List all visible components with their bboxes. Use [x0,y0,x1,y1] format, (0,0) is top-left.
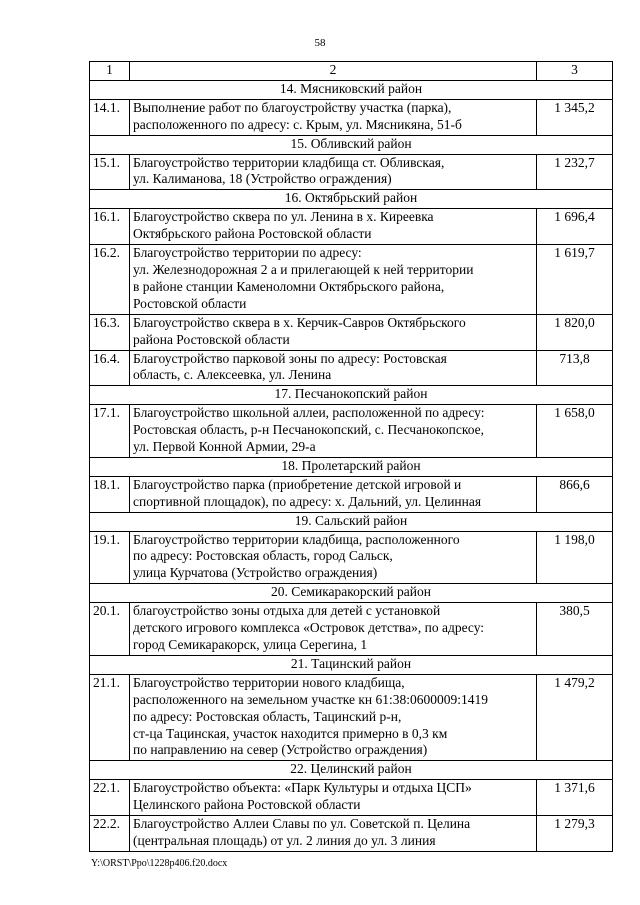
district-header-row [90,584,613,603]
district-title: 22. Целинский район [90,761,613,780]
table-row [90,314,613,350]
item-amount: 1 279,3 [537,816,613,852]
item-description [130,816,537,852]
item-amount: 1 619,7 [537,245,613,315]
description-line: ст-ца Тацинская, участок находится примерно в 0,3 км [133,725,448,741]
item-number: 19.1. [90,531,130,584]
description-line: Благоустройство территории кладбища ст. Обливская, [133,154,445,170]
description-line: (центральная площадь) от ул. 2 линия до ул. 3 линия [133,832,436,848]
item-description [130,314,537,350]
district-title: 17. Песчанокопский район [90,386,613,405]
description-line: Ростовской области [133,295,247,311]
description-line: расположенного по адресу: с. Крым, ул. Мясникяна, 51-б [133,116,462,132]
item-amount: 380,5 [537,603,613,656]
table-row [90,350,613,386]
description-line: Благоустройство Аллеи Славы по ул. Советской п. Целина [133,816,471,832]
district-header-row [90,135,613,154]
item-amount: 1 371,6 [537,780,613,816]
district-header-row [90,457,613,476]
table-row [90,99,613,135]
description-line: ул. Калиманова, 18 (Устройство ограждения) [133,171,392,187]
description-line: Ростовская область, р-н Песчанокопский, с. Песчанокопское, [133,422,485,438]
description-line: благоустройство зоны отдыха для детей с установкой [133,603,441,619]
district-header-row [90,80,613,99]
item-number: 16.1. [90,209,130,245]
item-description [130,245,537,315]
table-row [90,603,613,656]
district-title: 21. Тацинский район [90,655,613,674]
item-description [130,154,537,190]
district-header-row [90,761,613,780]
item-description [130,99,537,135]
item-number: 16.3. [90,314,130,350]
description-line: область, с. Алексеевка, ул. Ленина [133,367,332,383]
description-line: город Семикаракорск, улица Серегина, 1 [133,637,368,652]
item-amount: 1 658,0 [537,405,613,458]
description-line: Благоустройство парковой зоны по адресу: Ростовская [133,350,447,366]
description-line: улица Курчатова (Устройство ограждения) [133,565,378,581]
district-title: 18. Пролетарский район [90,457,613,476]
description-line: Благоустройство сквера по ул. Ленина в х. Киреевка [133,209,434,225]
description-line: Благоустройство территории кладбища, расположенного [133,531,460,547]
item-description [130,476,537,512]
district-title: 19. Сальский район [90,512,613,531]
item-number: 18.1. [90,476,130,512]
description-line: в районе станции Каменоломни Октябрьского района, [133,278,445,294]
district-header-row [90,512,613,531]
district-title: 16. Октябрьский район [90,190,613,209]
item-number: 15.1. [90,154,130,190]
table-row [90,476,613,512]
item-number: 17.1. [90,405,130,458]
table-row [90,154,613,190]
description-line: спортивной площадок), по адресу: х. Дальний, ул. Целинная [133,493,482,509]
item-number: 16.2. [90,245,130,315]
item-number: 21.1. [90,674,130,761]
item-number: 22.1. [90,780,130,816]
description-line: Целинского района Ростовской области [133,797,361,813]
item-amount: 713,8 [537,350,613,386]
description-line: детского игрового комплекса «Островок детства», по адресу: [133,620,485,636]
table-row [90,405,613,458]
description-line: ул. Железнодорожная 2 а и прилегающей к ней территории [133,261,474,277]
description-line: расположенного на земельном участке кн 61:38:0600009:1419 [133,691,489,707]
table-row [90,209,613,245]
item-number: 22.2. [90,816,130,852]
description-line: ул. Первой Конной Армии, 29-а [133,439,316,455]
header-col-3: 3 [537,62,613,81]
district-title: 20. Семикаракорский район [90,584,613,603]
description-line: по адресу: Ростовская область, Тацинский р-н, [133,708,402,724]
item-amount: 1 198,0 [537,531,613,584]
item-description [130,674,537,761]
description-line: Благоустройство школьной аллеи, расположенной по адресу: [133,405,485,421]
table-row [90,780,613,816]
district-header-row [90,190,613,209]
item-amount: 866,6 [537,476,613,512]
table-row [90,674,613,761]
description-line: Октябрьского района Ростовской области [133,226,372,242]
description-line: Благоустройство сквера в х. Керчик-Савров Октябрьского [133,314,466,330]
table-body [90,62,613,852]
item-amount: 1 345,2 [537,99,613,135]
description-line: Благоустройство территории нового кладбища, [133,674,405,690]
item-amount: 1 479,2 [537,674,613,761]
table-header-row [90,62,613,81]
table-row [90,245,613,315]
page-number: 58 [314,37,326,49]
description-line: района Ростовской области [133,331,290,347]
header-col-2: 2 [130,62,537,81]
item-description [130,209,537,245]
description-line: по адресу: Ростовская область, город Сальск, [133,548,393,564]
table-row [90,816,613,852]
item-amount: 1 820,0 [537,314,613,350]
district-title: 14. Мясниковский район [90,80,613,99]
item-amount: 1 232,7 [537,154,613,190]
description-line: Благоустройство объекта: «Парк Культуры и отдыха ЦСП» [133,780,472,796]
item-description [130,780,537,816]
budget-table [89,61,613,852]
description-line: Благоустройство территории по адресу: [133,245,362,261]
item-number: 16.4. [90,350,130,386]
item-amount: 1 696,4 [537,209,613,245]
table-row [90,531,613,584]
description-line: Благоустройство парка (приобретение детской игровой и [133,476,462,492]
district-header-row [90,386,613,405]
file-path-footer: Y:\ORST\Ppo\1228p406.f20.docx [91,858,228,869]
district-title: 15. Обливский район [90,135,613,154]
item-description [130,350,537,386]
item-number: 20.1. [90,603,130,656]
header-col-1: 1 [90,62,130,81]
item-description [130,405,537,458]
description-line: по направлению на север (Устройство ограждения) [133,742,428,758]
item-description [130,603,537,656]
description-line: Выполнение работ по благоустройству участка (парка), [133,99,452,115]
item-description [130,531,537,584]
item-number: 14.1. [90,99,130,135]
district-header-row [90,655,613,674]
